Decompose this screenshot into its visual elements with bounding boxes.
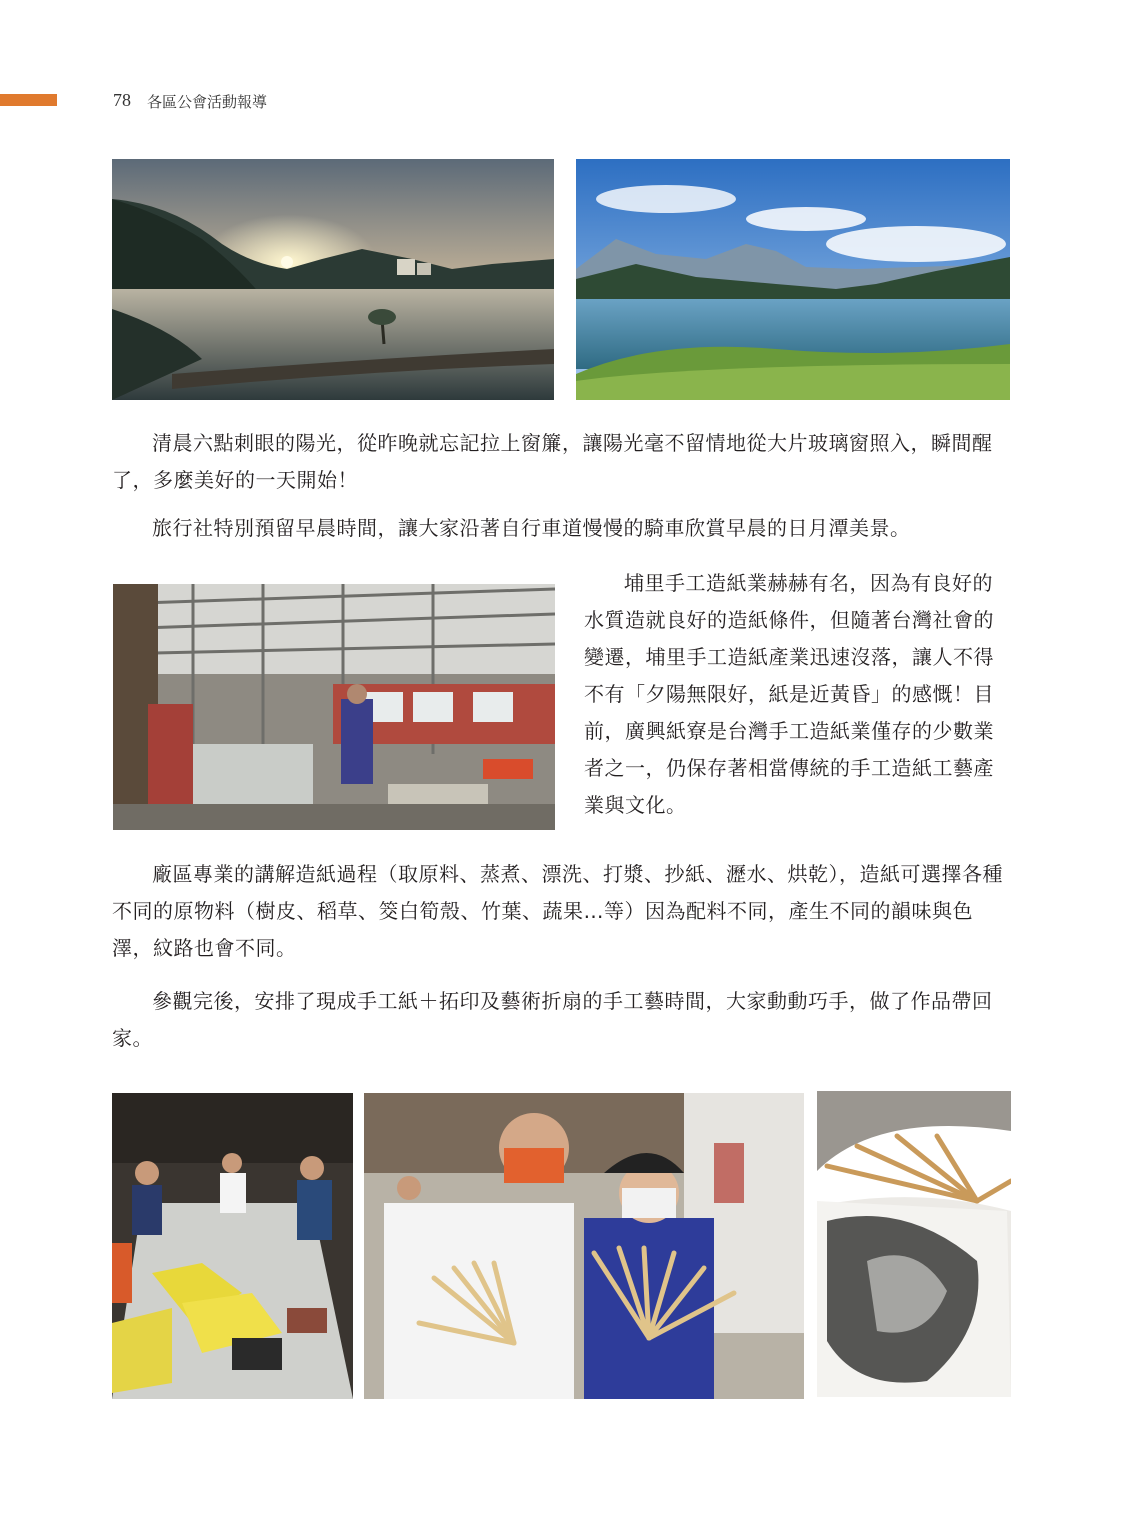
section-title: 各區公會活動報導 [147, 93, 268, 111]
photo-paper-workshop [113, 584, 555, 830]
paragraph-papermaking-process: 廠區專業的講解造紙過程（取原料、蒸煮、漂洗、打漿、抄紙、瀝水、烘乾），造紙可選擇各種不同的原物料（樹皮、稻草、筊白筍殼、竹葉、蔬果…等）因為配料不同，產生不同的韻味與色澤，紋路也會不同。 [112, 862, 1003, 960]
photo-fans-with-people [364, 1093, 804, 1399]
paragraph-morning-sunlight: 清晨六點刺眼的陽光，從昨晚就忘記拉上窗簾，讓陽光毫不留情地從大片玻璃窗照入，瞬間醒了，多麼美好的一天開始！ [112, 431, 993, 492]
paragraph-bike-ride: 旅行社特別預留早晨時間，讓大家沿著自行車道慢慢的騎車欣賞早晨的日月潭美景。 [152, 516, 911, 540]
photo-sunrise-lake [112, 159, 554, 400]
paragraph-puli-papermaking: 埔里手工造紙業赫赫有名，因為有良好的水質造就良好的造紙條件，但隨著台灣社會的變遷，埔里手工造紙產業迅速沒落，讓人不得不有「夕陽無限好，紙是近黃昏」的感慨！目前，廣興紙寮是台灣手工造紙業僅存的少數業者之一，仍保存著相當傳統的手工造紙工藝產業與文化。 [584, 571, 994, 817]
page-number: 78 [113, 90, 131, 110]
photo-sun-moon-lake-day [576, 159, 1010, 400]
photo-participants-crafting [112, 1093, 353, 1399]
header-accent-bar [0, 94, 57, 106]
paragraph-handicraft-time: 參觀完後，安排了現成手工紙＋拓印及藝術折扇的手工藝時間，大家動動巧手，做了作品帶回家。 [112, 989, 993, 1050]
photo-rubbing-fan [817, 1091, 1011, 1397]
